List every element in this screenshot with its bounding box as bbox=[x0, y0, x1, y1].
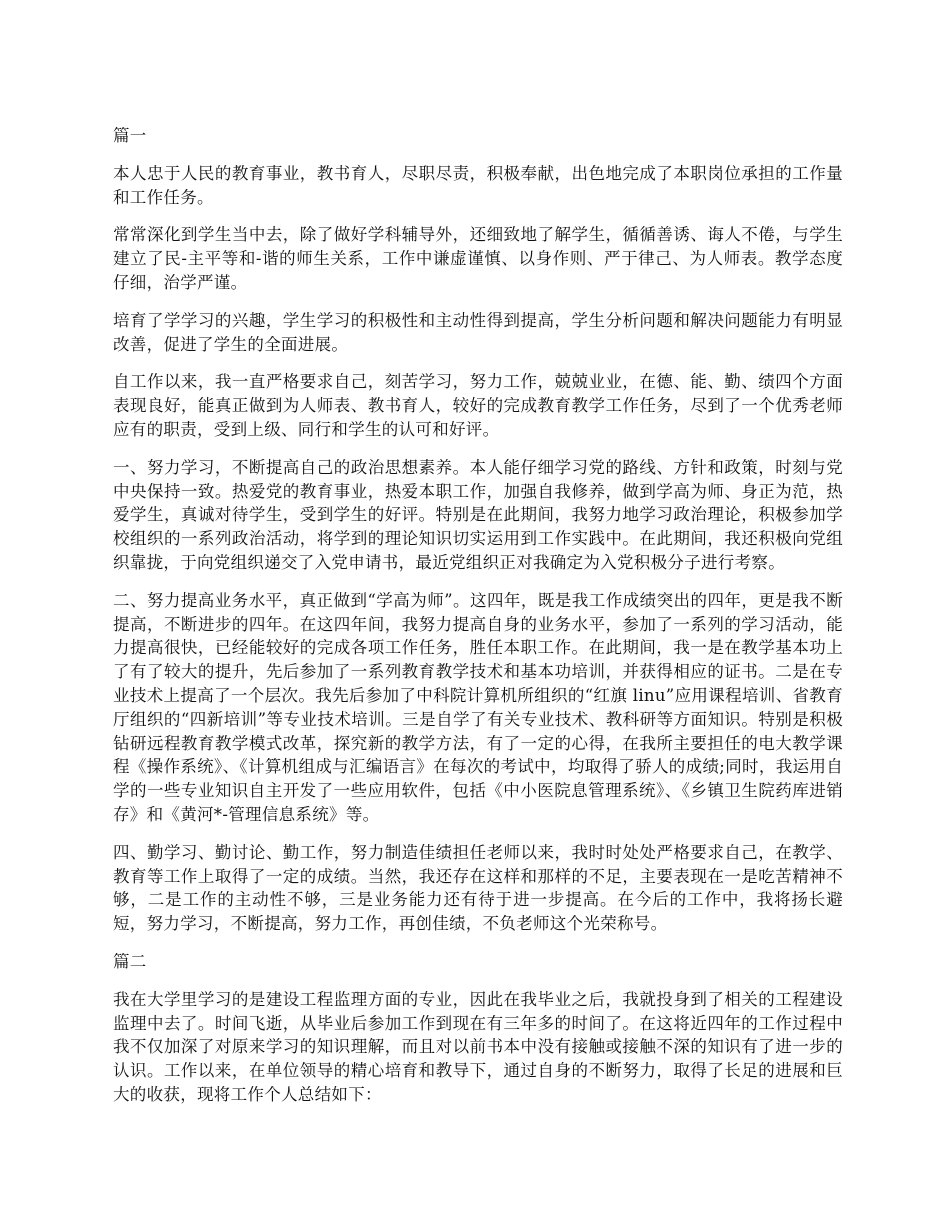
document-page bbox=[113, 124, 843, 1121]
paragraph: 一、努力学习，不断提高自己的政治思想素养。本人能仔细学习党的路线、方针和政策，时刻与党中央保持一致。热爱党的教育事业，热爱本职工作，加强自我修养，做到学高为师、身正为范，热爱学生，真诚对待学生，受到学生的好评。特别是在此期间，我努力地学习政治理论，积极参加学校组织的一系列政治活动，将学到的理论知识切实运用到工作实践中。在此期间，我还积极向党组织靠拢，于向党组织递交了入党申请书，最近党组织正对我确定为入党积极分子进行考察。 bbox=[113, 457, 843, 572]
paragraph: 四、勤学习、勤讨论、勤工作，努力制造佳绩担任老师以来，我时时处处严格要求自己，在教学、教育等工作上取得了一定的成绩。当然，我还存在这样和那样的不足，主要表现在一是吃苦精神不够，二是工作的主动性不够，三是业务能力还有待于进一步提高。在今后的工作中，我将扬长避短，努力学习，不断提高，努力工作，再创佳绩，不负老师这个光荣称号。 bbox=[113, 842, 843, 934]
paragraph: 二、努力提高业务水平，真正做到“学高为师”。这四年，既是我工作成绩突出的四年，更是我不断提高，不断进步的四年。在这四年间，我努力提高自身的业务水平，参加了一系列的学习活动，能力提高很快，已经能较好的完成各项工作任务，胜任本职工作。在此期间，我一是在教学基本功上了有了较大的提升，先后参加了一系列教育教学技术和基本功培训，并获得相应的证书。二是在专业技术上提高了一个层次。我先后参加了中科院计算机所组织的“红旗 linu”应用课程培训、省教育厅组织的“四新培训”等专业技术培训。三是自学了有关专业技术、教科研等方面知识。特别是积极钻研远程教育教学模式改革，探究新的教学方法，有了一定的心得，在我所主要担任的电大教学课程《操作系统》、《计算机组成与汇编语言》在每次的考试中，均取得了骄人的成绩;同时，我运用自学的一些专业知识自主开发了一些应用软件，包括《中小医院息管理系统》、《乡镇卫生院药库进销存》和《黄河*-管理信息系统》等。 bbox=[113, 590, 843, 824]
section-heading-1: 篇一 bbox=[113, 126, 147, 145]
paragraph: 本人忠于人民的教育事业，教书育人，尽职尽责，积极奉献，出色地完成了本职岗位承担的工作量和工作任务。 bbox=[113, 163, 843, 207]
paragraph: 我在大学里学习的是建设工程监理方面的专业，因此在我毕业之后，我就投身到了相关的工程建设监理中去了。时间飞逝，从毕业后参加工作到现在有三年多的时间了。在这将近四年的工作过程中我不仅加深了对原来学习的知识理解，而且对以前书本中没有接触或接触不深的知识有了进一步的认识。工作以来，在单位领导的精心培育和教导下，通过自身的不断努力，取得了长足的进展和巨大的收获，现将工作个人总结如下： bbox=[113, 989, 843, 1104]
paragraph: 培育了学学习的兴趣，学生学习的积极性和主动性得到提高，学生分析问题和解决问题能力有明显改善，促进了学生的全面进展。 bbox=[113, 310, 843, 354]
paragraph: 常常深化到学生当中去，除了做好学科辅导外，还细致地了解学生，循循善诱、诲人不倦，与学生建立了民-主平等和-谐的师生关系，工作中谦虚谨慎、以身作则、严于律己、为人师表。教学态度仔细，治学严谨。 bbox=[113, 225, 843, 292]
paragraph: 自工作以来，我一直严格要求自己，刻苦学习，努力工作，兢兢业业，在德、能、勤、绩四个方面表现良好，能真正做到为人师表、教书育人，较好的完成教育教学工作任务，尽到了一个优秀老师应有的职责，受到上级、同行和学生的认可和好评。 bbox=[113, 372, 843, 439]
section-heading-2: 篇二 bbox=[113, 951, 147, 971]
